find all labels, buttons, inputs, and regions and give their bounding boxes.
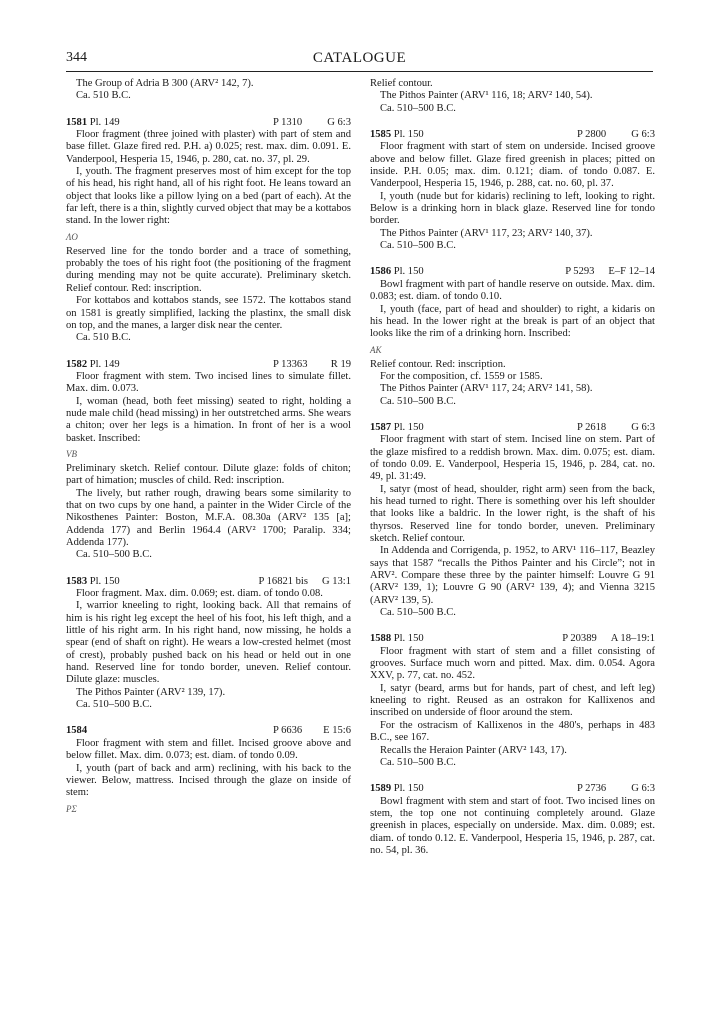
entry-body: I, youth. The fragment preserves most of him except for the top of his head, his right hand, all of his right foot. He leans toward an object that looks like a pillow lying on a bed (part of each). At the far left, there is a thin, slightly curved object that may be a kottabos stand. In the lower right: — [66, 166, 351, 227]
catalogue-entry-1588 — [370, 633, 655, 769]
inventory-number: P 1310 — [273, 116, 303, 128]
inventory-number: P 6636 — [273, 725, 303, 737]
entry-heading — [66, 725, 351, 737]
entry-body: I, youth (nude but for kidaris) reclining to left, looking to right. Below is a drinking horn in black glaze. Reserved line for tondo border. — [370, 190, 655, 227]
date: Ca. 510–500 B.C. — [380, 607, 456, 619]
date: Ca. 510–500 B.C. — [380, 102, 456, 114]
column-right — [370, 78, 655, 857]
attribution: The Group of Adria B 300 (ARV² 142, 7). — [76, 78, 254, 89]
entry-heading — [370, 266, 655, 278]
plate-ref: Pl. 150 — [393, 633, 424, 645]
inventory-number: P 5293 — [565, 266, 595, 278]
entry-description: Floor fragment (three joined with plaster) with part of stem and base fillet. Glaze fired red. P.H. a) 0.025; rest. max. dim. 0.091. E. Vanderpool, Hesperia 15, 1946, p. 280, cat. no. 37, pl. 29. — [66, 129, 351, 165]
entry-heading — [370, 783, 655, 795]
catalogue-entry-1584 — [66, 725, 351, 817]
deposit: G 6:3 — [631, 783, 655, 795]
date: Ca. 510 B.C. — [76, 90, 131, 102]
plate-ref: Pl. 150 — [89, 575, 120, 587]
plate-ref: Pl. 150 — [393, 421, 424, 433]
catalogue-entry-1587 — [370, 422, 655, 620]
entry-number: 1581 — [66, 116, 88, 128]
catalogue-entry-1585 — [370, 129, 655, 252]
entry-body: I, satyr (beard, arms but for hands, part of chest, and left leg) kneeling to right. Reused as an ostrakon for Kallixenos and inscribed on underside of floor around the stem. — [370, 682, 655, 719]
entry-number: 1586 — [370, 266, 392, 278]
plate-ref: Pl. 150 — [393, 266, 424, 278]
entry-note: In Addenda and Corrigenda, p. 1952, to ARV¹ 116–117, Beazley says that 1587 “recalls the Pithos Painter and his Circle”; not in ARV². Compare these three by the painter himself: Louvre G 91 (ARV² 139, 1); Louvre G 90 (ARV² 139, 4); and Vienna 3215 (ARV² 139, 5). — [370, 545, 655, 606]
plate-ref: Pl. 150 — [393, 129, 424, 141]
deposit: G 6:3 — [631, 421, 655, 433]
entry-description: Floor fragment. Max. dim. 0.069; est. diam. of tondo 0.08. — [76, 588, 323, 600]
plate-ref: Pl. 150 — [393, 783, 424, 795]
entry-body: I, youth (part of back and arm) reclining, with his back to the viewer. Below, mattress. Incised through the glaze on inside of stem: — [66, 762, 351, 799]
inscription: AK — [370, 344, 382, 355]
entry-description: Bowl fragment with part of handle reserve on outside. Max. dim. 0.083; est. diam. of tondo 0.10. — [370, 278, 655, 303]
entry-description: Floor fragment with start of stem. Incised line on stem. Part of the glaze misfired to a reddish brown. Max. dim. 0.075; est. diam. of tondo 0.09. E. Vanderpool, Hesperia 15, 1946, p. 284, cat. no. 49, pl. 31:49. — [370, 434, 655, 483]
entry-heading — [66, 359, 351, 371]
entry-heading — [66, 117, 351, 129]
entry-body: I, youth (face, part of head and shoulder) to right, a kidaris on his head. In the lower right at the break is part of an object that looks like the rim of a drinking horn. Inscribed: — [370, 303, 655, 340]
entry-description: Floor fragment with start of stem on underside. Incised groove above and below fillet. Glaze fired greenish in places; pitted on inside. P.H. 0.05; max. dim. 0.121; diam. of tondo 0.087. E. Vanderpool, Hesperia 15, 1946, p. 288, cat. no. 60, pl. 37. — [370, 141, 655, 190]
inscription: ΛO — [66, 231, 78, 242]
entry-number: 1583 — [66, 575, 88, 587]
date: Ca. 510–500 B.C. — [76, 699, 152, 711]
entry-note: For the ostracism of Kallixenos in the 480's, perhaps in 483 B.C., see 167. — [370, 719, 655, 744]
inventory-number: P 2618 — [577, 421, 607, 433]
entry-note: For the composition, cf. 1559 or 1585. — [380, 370, 543, 382]
attribution: The Pithos Painter (ARV¹ 116, 18; ARV² 140, 54). — [380, 90, 593, 102]
entry-description: Floor fragment with stem. Two incised lines to simulate fillet. Max. dim. 0.073. — [66, 370, 351, 395]
entry-number: 1584 — [66, 725, 88, 737]
entry-number: 1588 — [370, 633, 392, 645]
entry-heading — [370, 129, 655, 141]
deposit: G 13:1 — [321, 575, 351, 587]
catalogue-entry-1582 — [66, 359, 351, 562]
deposit: R 19 — [330, 358, 351, 370]
entry-body: I, satyr (most of head, shoulder, right arm) seen from the back, his head turned to right. There is something over his left shoulder that looks like a baldric. In the lower right, is the shaft of his thyrsos. Reserved line for tondo border, uneven. Preliminary sketch. Relief contour. — [370, 483, 655, 544]
catalogue-entry-1581 — [66, 117, 351, 345]
entry-note: The lively, but rather rough, drawing bears some similarity to that on two cups by one hand, a painter in the Wider Circle of the Nikosthenes Painter: Boston, M.F.A. 08.30a (ARV² 135 [a]; Addenda 177) and Berlin 1964.4 (ARV² 1700; Paralip. 334; Addenda 177). — [66, 487, 351, 548]
entry-number: 1589 — [370, 783, 392, 795]
entry-number: 1587 — [370, 421, 392, 433]
entry-number: 1582 — [66, 358, 88, 370]
attribution: The Pithos Painter (ARV¹ 117, 23; ARV² 140, 37). — [380, 227, 593, 239]
entry-body: I, warrior kneeling to right, looking back. All that remains of him is his right leg except the heel of his foot, his left thigh, and a little of his right arm. In his right hand, now missing, he holds a spear (end of shaft on right). He wears a low-crested helmet (most of crest), probably pushed back on his head or held out in one hand. Reserved line for tondo border, uneven. Relief contour. Dilute glaze: muscles. — [66, 600, 351, 686]
inscription: PΣ — [66, 803, 77, 814]
date: Ca. 510–500 B.C. — [380, 756, 456, 768]
page-number: 344 — [66, 50, 87, 65]
date: Ca. 510–500 B.C. — [76, 549, 152, 561]
deposit: A 18–19:1 — [610, 633, 655, 645]
catalogue-entry-1586 — [370, 266, 655, 407]
inscription: VB — [66, 448, 77, 459]
attribution: The Pithos Painter (ARV¹ 117, 24; ARV² 141, 58). — [380, 383, 593, 395]
inventory-number: P 13363 — [273, 358, 308, 370]
header-rule — [66, 71, 653, 72]
plate-ref: Pl. 149 — [89, 358, 120, 370]
attribution: Recalls the Heraion Painter (ARV² 143, 17). — [380, 744, 567, 756]
entry-heading — [370, 633, 655, 645]
deposit: G 6:3 — [327, 116, 351, 128]
entry-number: 1585 — [370, 129, 392, 141]
attribution: The Pithos Painter (ARV² 139, 17). — [76, 686, 226, 698]
entry-note: For kottabos and kottabos stands, see 1572. The kottabos stand on 1581 is greatly simplified, lacking the plastinx, the small disk on top, and the manes, a larger disk near the center. — [66, 295, 351, 331]
date: Ca. 510 B.C. — [76, 332, 131, 344]
page-header — [66, 50, 653, 70]
inventory-number: P 20389 — [562, 633, 597, 645]
plate-ref: Pl. 149 — [89, 116, 120, 128]
deposit: E–F 12–14 — [608, 266, 655, 278]
entry-description: Floor fragment with start of stem and a fillet consisting of grooves. Surface much worn and pitted. Max. dim. 0.054. Agora XXV, p. 77, cat. no. 452. — [370, 645, 655, 682]
deposit: E 15:6 — [323, 725, 351, 737]
entry-continuation: Preliminary sketch. Relief contour. Dilute glaze: folds of chiton; part of himation; muscles of child. Red: inscription. — [66, 462, 351, 487]
inventory-number: P 16821 bis — [258, 575, 308, 587]
deposit: G 6:3 — [631, 129, 655, 141]
catalogue-entry-1589 — [370, 783, 655, 857]
entry-description: Bowl fragment with stem and start of foot. Two incised lines on stem, the top one not continuing completely around. Glaze greenish in places, especially on underside. Max. dim. 0.089; est. diam. of tondo 0.12. E. Vanderpool, Hesperia 15, 1946, p. 287, cat. no. 54, pl. 36. — [370, 795, 655, 856]
inventory-number: P 2800 — [577, 129, 607, 141]
entry-continuation: Reserved line for the tondo border and a trace of something, probably the toes of his right foot (the positioning of the fragment during mending may not be quite accurate). Preliminary sketch. Relief contour. Red: inscription. — [66, 245, 351, 294]
entry-heading — [66, 576, 351, 588]
page-title: CATALOGUE — [312, 50, 407, 66]
entry-continuation: Relief contour. — [370, 78, 433, 89]
entry-body: I, woman (head, both feet missing) seated to right, holding a nude male child (head missing) in her outstretched arms. She wears a chiton; over her legs is a himation. In front of her is a wool basket. Inscribed: — [66, 395, 351, 444]
entry-heading — [370, 422, 655, 434]
catalogue-entry-1583 — [66, 576, 351, 712]
inventory-number: P 2736 — [577, 783, 607, 795]
entry-continuation: Relief contour. Red: inscription. — [370, 358, 506, 370]
entry-description: Floor fragment with stem and fillet. Incised groove above and below fillet. Max. dim. 0.073; est. diam. of tondo 0.09. — [66, 737, 351, 762]
date: Ca. 510–500 B.C. — [380, 240, 456, 252]
date: Ca. 510–500 B.C. — [380, 395, 456, 407]
column-left — [66, 78, 351, 818]
